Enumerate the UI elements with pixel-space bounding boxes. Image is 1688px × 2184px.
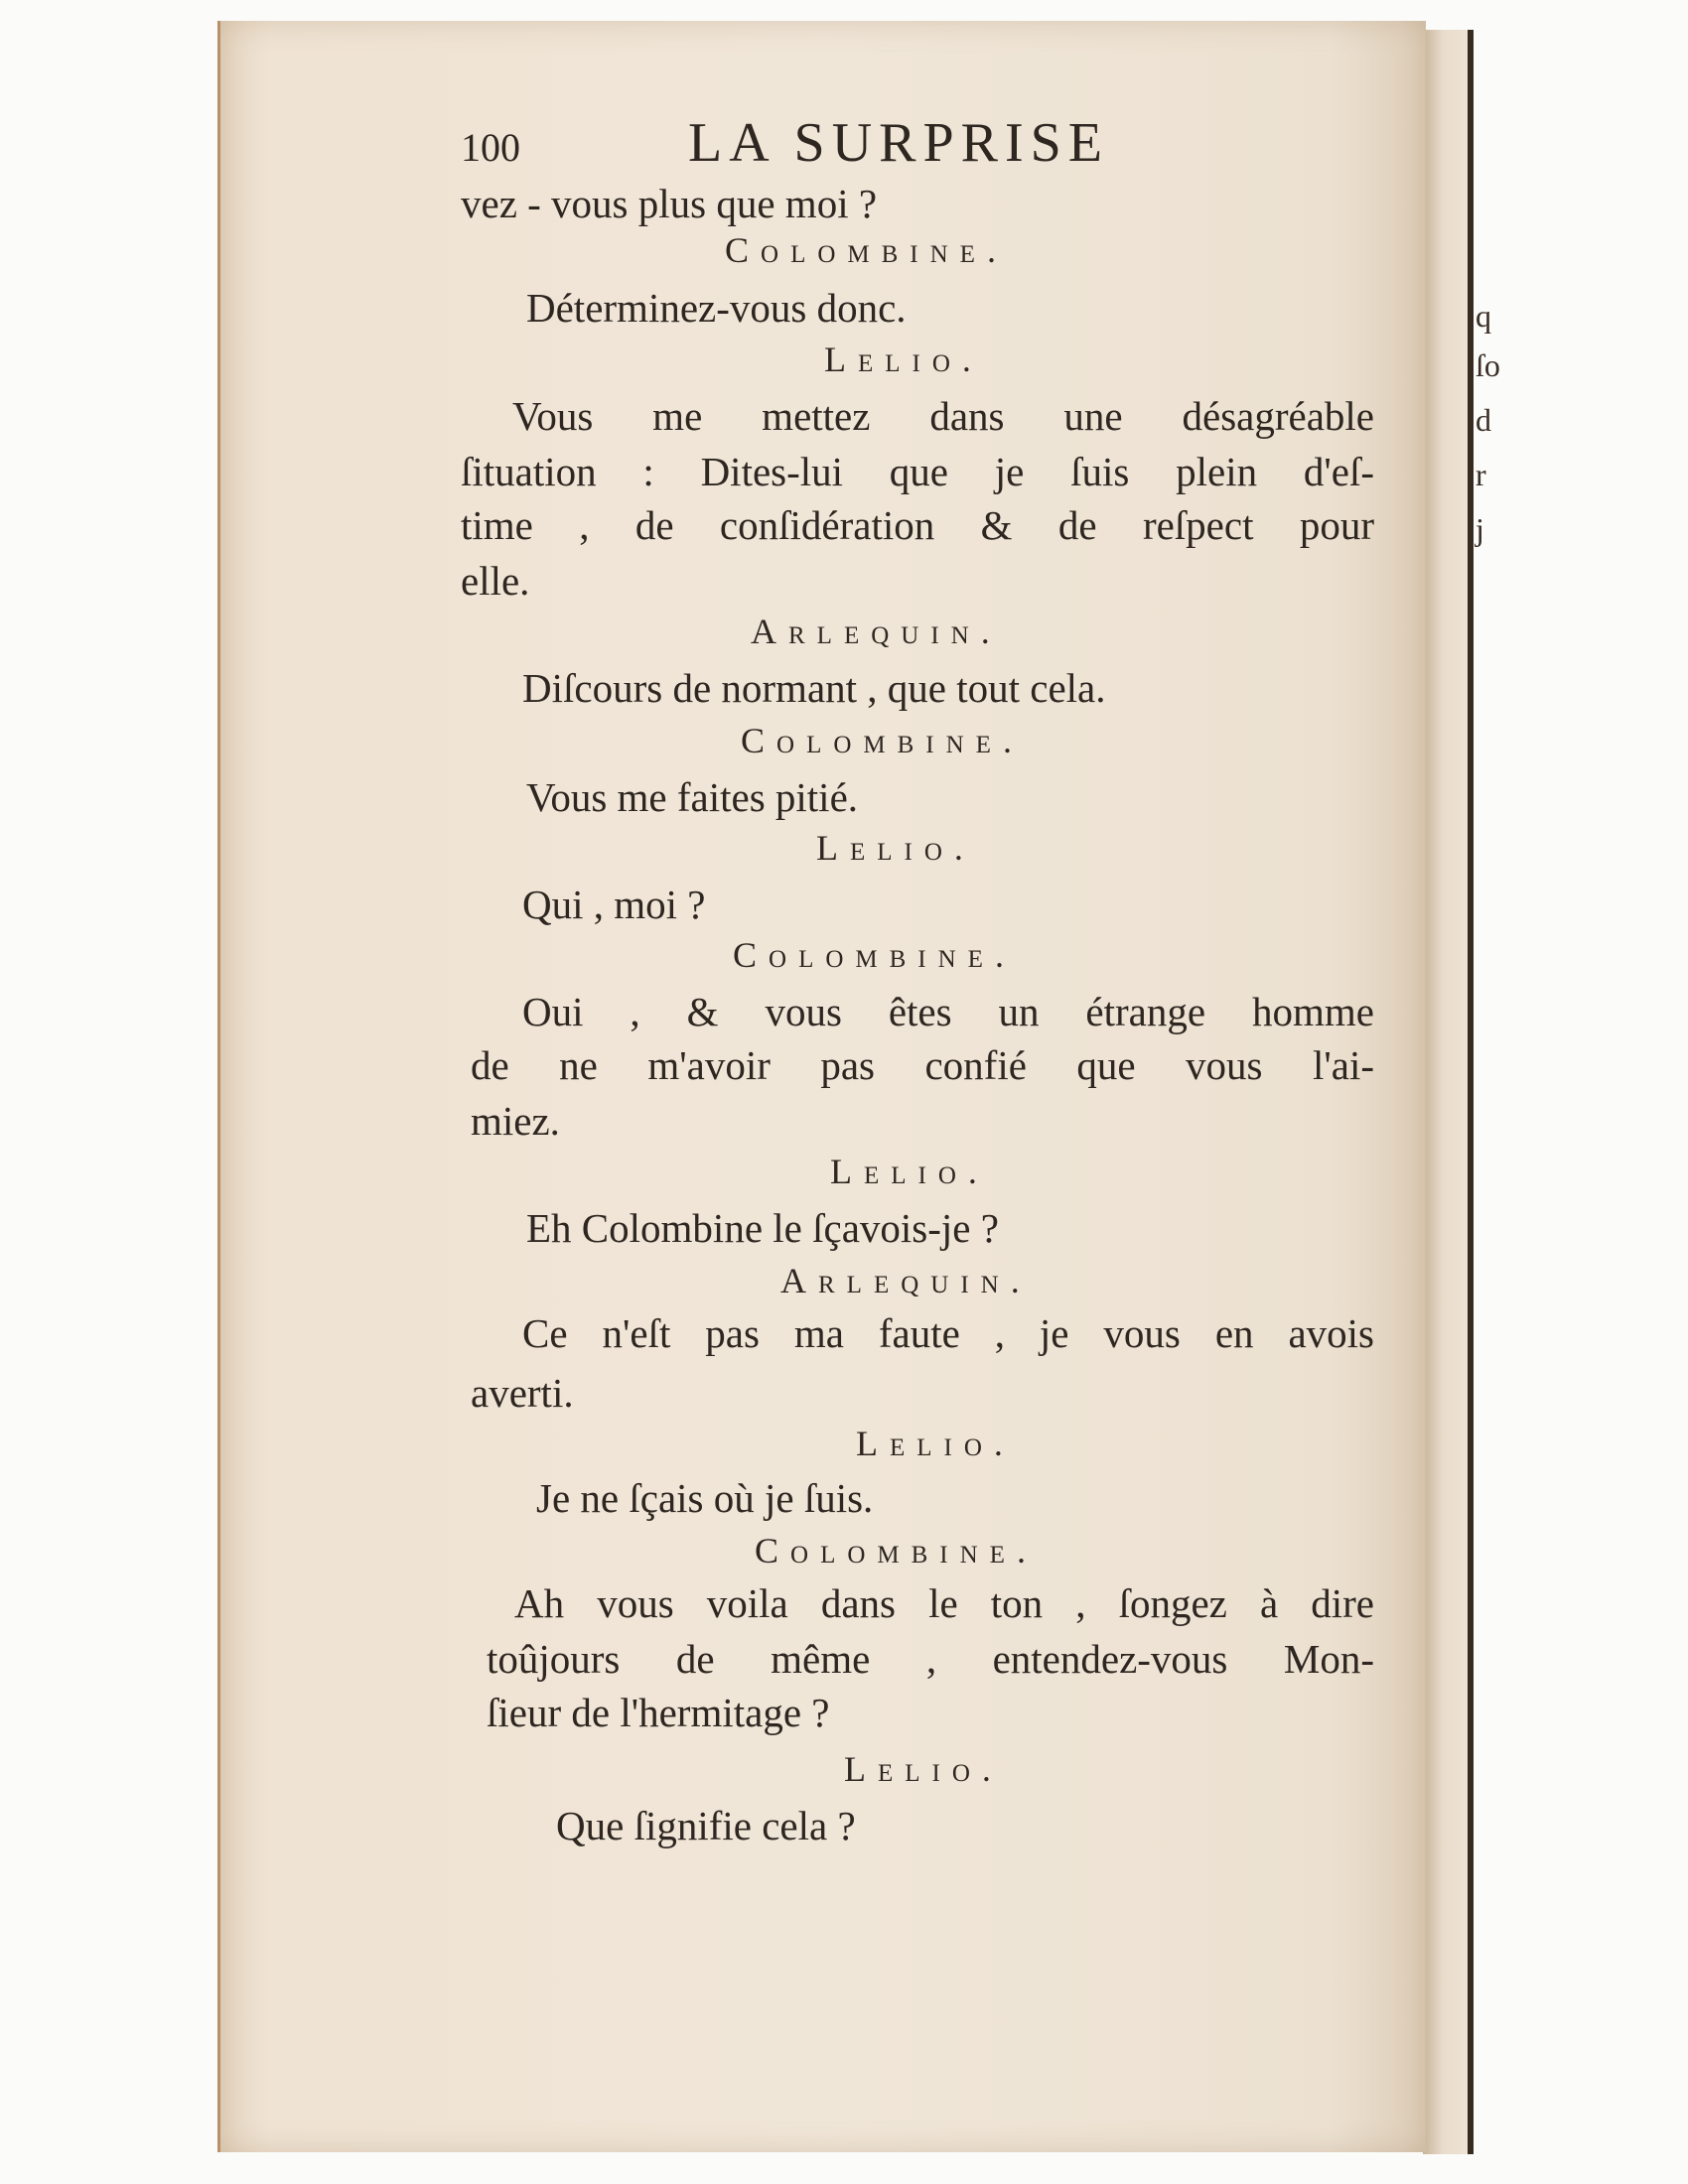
text-line: Diſcours de normant , que tout cela.: [522, 665, 1106, 711]
text-line: averti.: [471, 1370, 574, 1416]
text-line: Qui , moi ?: [522, 882, 706, 927]
text-line: Vous me mettez dans une désagréable: [512, 393, 1374, 439]
facing-page-fragment: q: [1476, 298, 1491, 334]
text-line: Que ſignifie cela ?: [556, 1803, 856, 1848]
text-line: elle.: [461, 558, 530, 604]
text-line: time , de conſidération & de reſpect pour: [461, 502, 1374, 548]
page-number: 100: [461, 125, 520, 170]
text-line: Eh Colombine le ſçavois-je ?: [526, 1205, 999, 1251]
facing-page-edge: [1423, 30, 1473, 2154]
text-line: Ah vous voila dans le ton , ſongez à dire: [514, 1580, 1374, 1626]
speaker-name: Colombine.: [741, 721, 1024, 760]
speaker-name: Colombine.: [733, 935, 1016, 975]
speaker-name: Colombine.: [755, 1531, 1038, 1570]
facing-page-fragment: j: [1476, 511, 1484, 547]
text-line: Ce n'eſt pas ma faute , je vous en avois: [522, 1310, 1374, 1356]
book-edge: [1468, 30, 1474, 2154]
text-line: de ne m'avoir pas confié que vous l'ai-: [471, 1042, 1374, 1088]
text-line: Oui , & vous êtes un étrange homme: [522, 989, 1374, 1034]
text-line: ſituation : Dites-lui que je ſuis plein d'eſ-: [461, 449, 1374, 494]
speaker-name: Lelio.: [844, 1749, 1003, 1789]
facing-page-fragment: ſo: [1476, 347, 1500, 383]
speaker-name: Arlequin.: [780, 1261, 1032, 1300]
text-line: vez - vous plus que moi ?: [461, 181, 878, 226]
speaker-name: Lelio.: [856, 1424, 1015, 1463]
text-line: Déterminez-vous donc.: [526, 285, 907, 331]
facing-page-fragment: r: [1476, 457, 1486, 492]
text-line: Je ne ſçais où je ſuis.: [536, 1475, 874, 1521]
text-line: ſieur de l'hermitage ?: [487, 1690, 830, 1735]
speaker-name: Lelio.: [824, 340, 983, 379]
text-line: toûjours de même , entendez-vous Mon-: [487, 1636, 1374, 1682]
speaker-name: Lelio.: [830, 1152, 989, 1191]
text-line: Vous me faites pitié.: [526, 774, 859, 820]
facing-page-fragment: d: [1476, 402, 1491, 438]
speaker-name: Arlequin.: [751, 612, 1002, 651]
text-line: miez.: [471, 1098, 560, 1144]
speaker-name: Lelio.: [816, 828, 975, 868]
running-title: LA SURPRISE: [688, 112, 1109, 174]
speaker-name: Colombine.: [725, 230, 1008, 270]
